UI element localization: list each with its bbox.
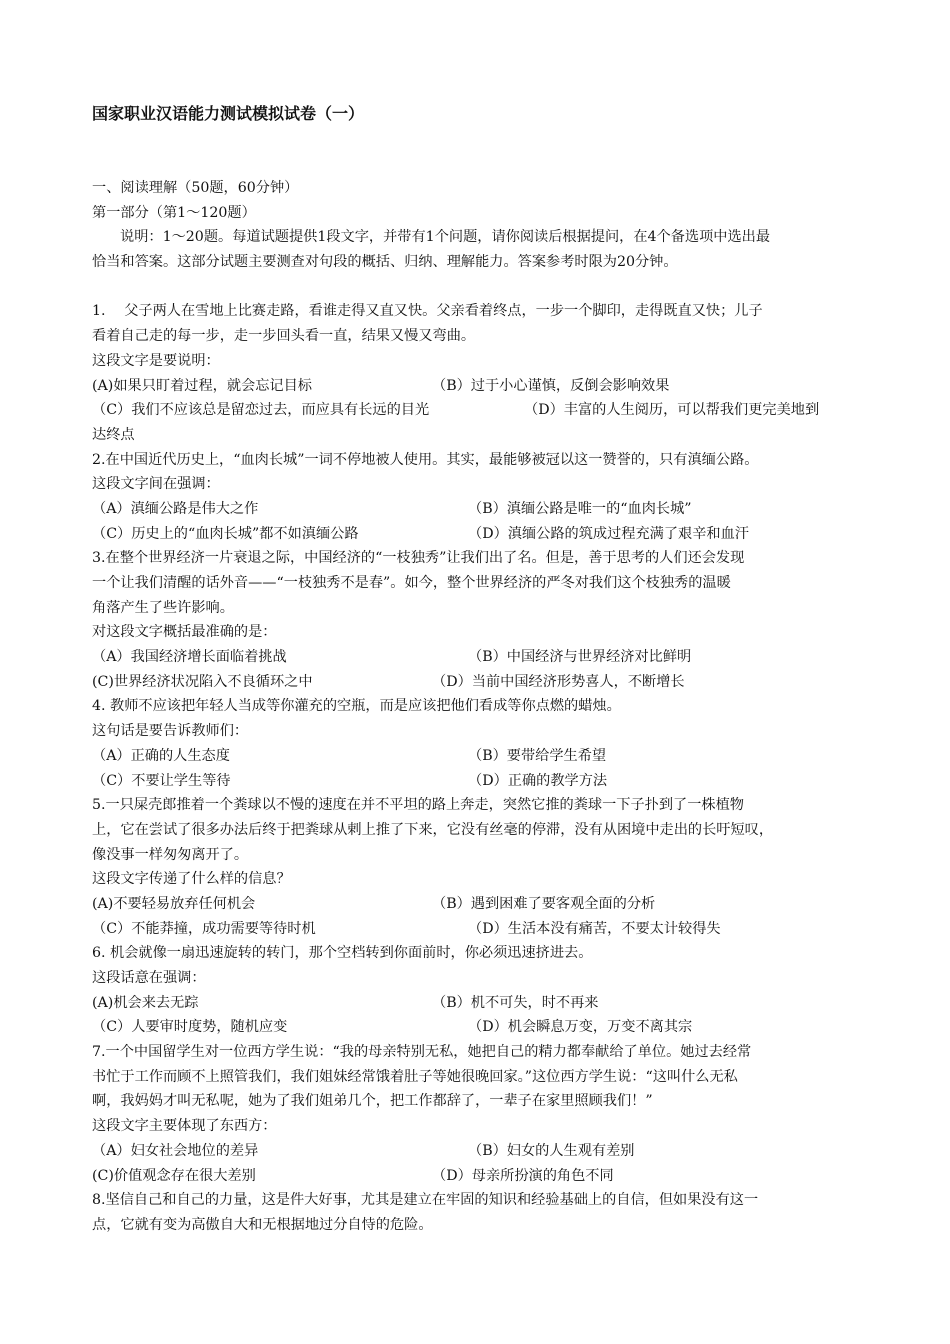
option-a[interactable]: （A）妇女社会地位的差异 xyxy=(92,1142,259,1159)
question-text: 6. 机会就像一扇迅速旋转的转门，那个空档转到你面前时，你必须迅速挤进去。 xyxy=(92,945,593,962)
option-row xyxy=(92,991,872,1016)
option-d-continued: 达终点 xyxy=(92,426,135,443)
question-7 xyxy=(92,1040,872,1188)
question-text: 啊，我妈妈才叫无私呢，她为了我们姐弟几个，把工作都辞了，一辈子在家里照顾我们！” xyxy=(92,1093,653,1110)
option-d[interactable]: （D）丰富的人生阅历，可以帮我们更完美地到 xyxy=(524,402,820,419)
option-row xyxy=(92,769,872,794)
question-text: 7.一个中国留学生对一位西方学生说：“我的母亲特别无私，她把自己的精力都奉献给了单位。她过去经常 xyxy=(92,1044,752,1061)
option-a[interactable]: (A)如果只盯着过程，就会忘记目标 xyxy=(92,377,312,394)
option-c[interactable]: （C）不能莽撞，成功需要等待时机 xyxy=(92,920,316,937)
option-row xyxy=(92,670,872,695)
option-a[interactable]: （A）正确的人生态度 xyxy=(92,747,230,764)
question-prompt: 这段文字是要说明： xyxy=(92,352,220,369)
question-text: 上，它在尝试了很多办法后终于把粪球从剌上推了下来，它没有丝毫的停滞，没有从困境中走出的长吁短叹， xyxy=(92,821,774,838)
option-row xyxy=(92,398,872,423)
question-2 xyxy=(92,448,872,547)
option-a[interactable]: （A）滇缅公路是伟大之作 xyxy=(92,500,259,517)
question-prompt: 这段文字主要体现了东西方： xyxy=(92,1118,277,1135)
question-text: 2.在中国近代历史上，“血肉长城”一词不停地被人使用。其实，最能够被冠以这一赞誉的，只有滇缅公路。 xyxy=(92,451,759,468)
question-prompt: 这句话是要告诉教师们： xyxy=(92,723,249,740)
question-text: 角落产生了些许影响。 xyxy=(92,599,234,616)
option-b[interactable]: （B）遇到困难了要客观全面的分析 xyxy=(432,895,656,912)
question-text: 5.一只屎壳郎推着一个粪球以不慢的速度在并不平坦的路上奔走，突然它推的粪球一下子扑到了一株植物 xyxy=(92,797,744,814)
option-b[interactable]: （B）机不可失，时不再来 xyxy=(432,994,599,1011)
option-c[interactable]: （C）历史上的“血肉长城”都不如滇缅公路 xyxy=(92,525,359,542)
question-text: 点，它就有变为高傲自大和无根据地过分自恃的危险。 xyxy=(92,1216,433,1233)
spacer xyxy=(92,275,872,300)
option-b[interactable]: （B）过于小心谨慎，反倒会影响效果 xyxy=(432,377,670,394)
option-d[interactable]: （D）滇缅公路的筑成过程充满了艰辛和血汗 xyxy=(468,525,749,542)
question-prompt: 这段话意在强调： xyxy=(92,970,206,986)
option-row xyxy=(92,744,872,769)
option-b[interactable]: （B）妇女的人生观有差别 xyxy=(468,1142,635,1159)
question-prompt: 对这段文字概括最准确的是： xyxy=(92,624,277,641)
question-3 xyxy=(92,546,872,694)
option-c[interactable]: (C)世界经济状况陷入不良循环之中 xyxy=(92,673,313,690)
option-a[interactable]: (A)不要轻易放弃任何机会 xyxy=(92,895,256,912)
question-6 xyxy=(92,941,872,1040)
option-d[interactable]: （D）母亲所扮演的角色不同 xyxy=(432,1167,614,1184)
option-row xyxy=(92,1139,872,1164)
option-c[interactable]: (C)价值观念存在很大差别 xyxy=(92,1167,256,1184)
question-text: 一个让我们清醒的话外音——“一枝独秀不是春”。如今，整个世界经济的严冬对我们这个枝独秀的温暖 xyxy=(92,575,731,591)
question-4 xyxy=(92,694,872,793)
question-text: 1. 父子两人在雪地上比赛走路，看谁走得又直又快。父亲看着终点，一步一个脚印，走得既直又快；儿子 xyxy=(92,303,763,320)
option-row xyxy=(92,522,872,547)
option-c[interactable]: （C）我们不应该总是留恋过去，而应具有长远的目光 xyxy=(92,402,430,419)
question-text: 3.在整个世界经济一片衰退之际，中国经济的“一枝独秀”让我们出了名。但是，善于思考的人们还会发现 xyxy=(92,550,745,567)
question-text: 8.坚信自己和自己的力量，这是件大好事，尤其是建立在牢固的知识和经验基础上的自信，但如果没有这一 xyxy=(92,1192,759,1209)
option-row xyxy=(92,645,872,670)
option-c[interactable]: （C）人要审时度势，随机应变 xyxy=(92,1019,288,1036)
question-5 xyxy=(92,793,872,941)
option-c[interactable]: （C）不要让学生等待 xyxy=(92,772,231,789)
part-heading: 第一部分（第1～120题） xyxy=(92,204,256,221)
document-body xyxy=(92,176,872,1238)
option-row xyxy=(92,1164,872,1189)
option-a[interactable]: （A）我国经济增长面临着挑战 xyxy=(92,649,287,666)
question-8 xyxy=(92,1188,872,1237)
question-text: 书忙于工作而顾不上照管我们，我们姐妹经常饿着肚子等她很晚回家。”这位西方学生说：“这叫什么无私 xyxy=(92,1068,738,1085)
option-row xyxy=(92,917,872,942)
question-text: 4. 教师不应该把年轻人当成等你灌充的空瓶，而是应该把他们看成等你点燃的蜡烛。 xyxy=(92,698,621,715)
option-d[interactable]: （D）机会瞬息万变，万变不离其宗 xyxy=(468,1019,693,1036)
option-d[interactable]: （D）当前中国经济形势喜人，不断增长 xyxy=(432,673,685,690)
option-a[interactable]: (A)机会来去无踪 xyxy=(92,994,199,1011)
question-text: 看着自己走的每一步，走一步回头看一直，结果又慢又弯曲。 xyxy=(92,328,476,345)
option-row xyxy=(92,892,872,917)
section-heading: 一、阅读理解（50题，60分钟） xyxy=(92,180,299,196)
question-prompt: 这段文字间在强调： xyxy=(92,476,220,493)
question-text: 像没事一样匆匆离开了。 xyxy=(92,846,249,863)
question-prompt: 这段文字传递了什么样的信息？ xyxy=(92,871,291,888)
option-b[interactable]: （B）要带给学生希望 xyxy=(468,747,607,764)
option-d[interactable]: （D）生活本没有痛苦，不要太计较得失 xyxy=(468,920,721,937)
option-row xyxy=(92,1015,872,1040)
option-row xyxy=(92,497,872,522)
page-title: 国家职业汉语能力测试模拟试卷（一） xyxy=(92,104,365,123)
option-row xyxy=(92,374,872,399)
option-d[interactable]: （D）正确的教学方法 xyxy=(468,772,608,789)
question-1 xyxy=(92,299,872,447)
option-b[interactable]: （B）中国经济与世界经济对比鲜明 xyxy=(468,649,692,666)
instructions-line-1: 说明：1～20题。每道试题提供1段文字，并带有1个问题，请你阅读后根据提问，在4个备选项中选出最 xyxy=(120,229,771,246)
instructions-line-2: 恰当和答案。这部分试题主要测查对句段的概括、归纳、理解能力。答案参考时限为20分钟。 xyxy=(92,254,678,271)
option-b[interactable]: （B）滇缅公路是唯一的“血肉长城” xyxy=(468,500,692,517)
